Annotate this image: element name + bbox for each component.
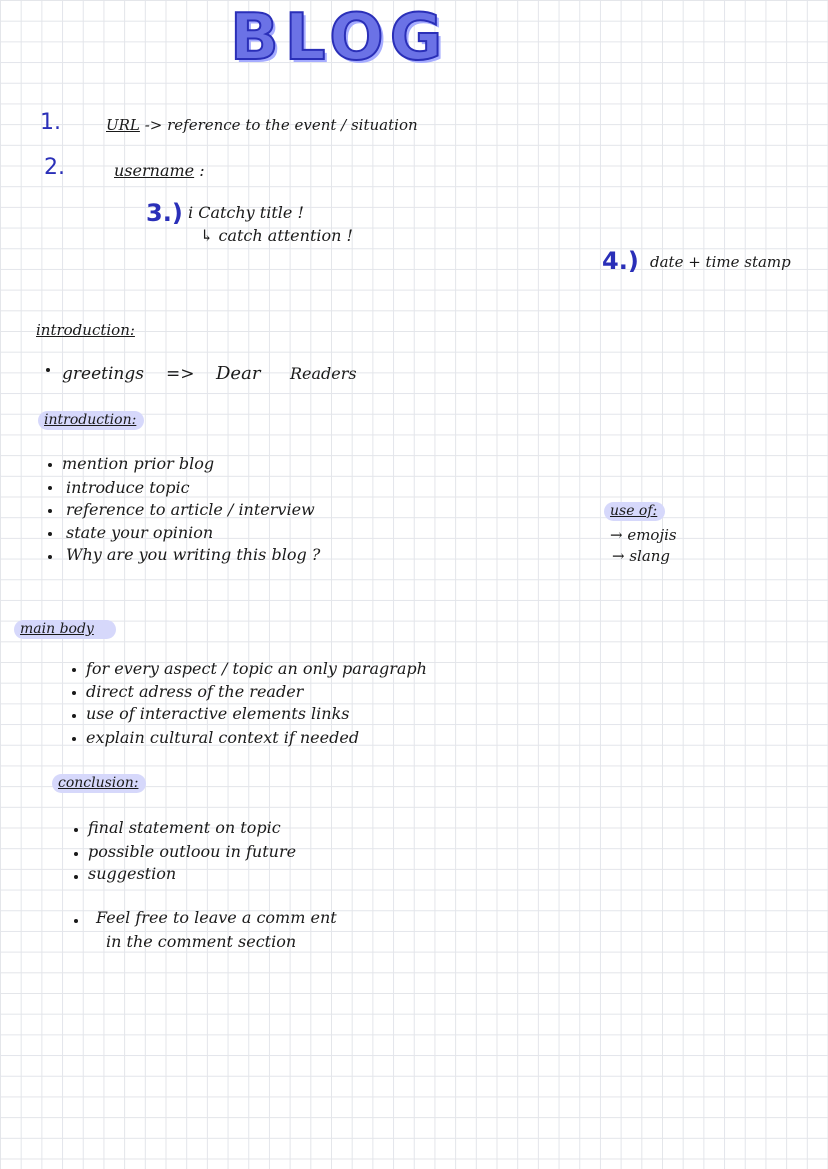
feel-free-line: Feel free to leave a comm ent <box>96 908 337 927</box>
greetings-label: greetings <box>62 364 144 384</box>
conclusion-item-final-statement: final statement on topic <box>88 818 281 837</box>
bullet-dot <box>72 714 76 718</box>
item-number-3: 3.) <box>146 199 183 227</box>
bullet-dot <box>74 919 78 923</box>
bullet-dot <box>48 532 52 536</box>
intro-item-introduce: introduce topic <box>66 478 190 497</box>
comment-section-line: in the comment section <box>106 932 297 951</box>
introduction-heading-1: introduction: <box>36 321 135 339</box>
use-of-emojis: → emojis <box>610 526 677 544</box>
intro-item-reference: reference to article / interview <box>66 500 315 519</box>
main-body-heading: main body <box>14 620 116 636</box>
item-number-1: 1. <box>40 110 61 135</box>
bullet-dot <box>48 509 52 513</box>
bullet-dot <box>74 875 78 879</box>
use-of-slang: → slang <box>612 547 671 565</box>
bullet-dot <box>72 691 76 695</box>
greetings-arrow: => <box>166 364 195 384</box>
main-item-cultural-context: explain cultural context if needed <box>86 728 360 747</box>
conclusion-item-suggestion: suggestion <box>88 864 177 883</box>
use-of-heading: use of: <box>604 502 665 518</box>
bullet-dot <box>46 368 50 372</box>
intro-item-state: state your opinion <box>66 523 214 542</box>
item-number-4: 4.) <box>602 247 639 275</box>
bullet-dot <box>48 486 52 490</box>
dear-word: Dear <box>216 363 261 384</box>
username-line <box>114 163 205 179</box>
bullet-dot <box>72 737 76 741</box>
bullet-dot <box>48 555 52 559</box>
conclusion-heading: conclusion: <box>52 774 146 790</box>
catch-attention-line: ↳ catch attention ! <box>200 226 353 245</box>
catchy-title-line: i Catchy title ! <box>188 203 304 222</box>
conclusion-item-possible-outlook: possible outloou in future <box>88 842 297 861</box>
intro-item-why: Why are you writing this blog ? <box>66 545 321 564</box>
main-item-interactive: use of interactive elements links <box>86 704 350 723</box>
bullet-dot <box>74 828 78 832</box>
main-item-direct-adress: direct adress of the reader <box>86 682 304 701</box>
item-number-2: 2. <box>44 155 65 180</box>
url-line <box>106 118 418 133</box>
introduction-heading-2: introduction: <box>38 411 144 427</box>
url-word: URL <box>106 116 140 134</box>
main-item-every-aspect: for every aspect / topic an only paragraph <box>86 659 427 678</box>
url-rest: -> reference to the event / situation <box>144 116 418 134</box>
intro-item-mention: mention prior blog <box>62 454 215 473</box>
username-colon: : <box>199 161 205 180</box>
blog-title: BLOG <box>230 1 449 75</box>
readers-word: Readers <box>290 364 357 383</box>
username-label: username <box>114 161 195 180</box>
bullet-dot <box>48 463 52 467</box>
bullet-dot <box>74 852 78 856</box>
date-time-stamp: date + time stamp <box>650 253 791 271</box>
bullet-dot <box>72 668 76 672</box>
